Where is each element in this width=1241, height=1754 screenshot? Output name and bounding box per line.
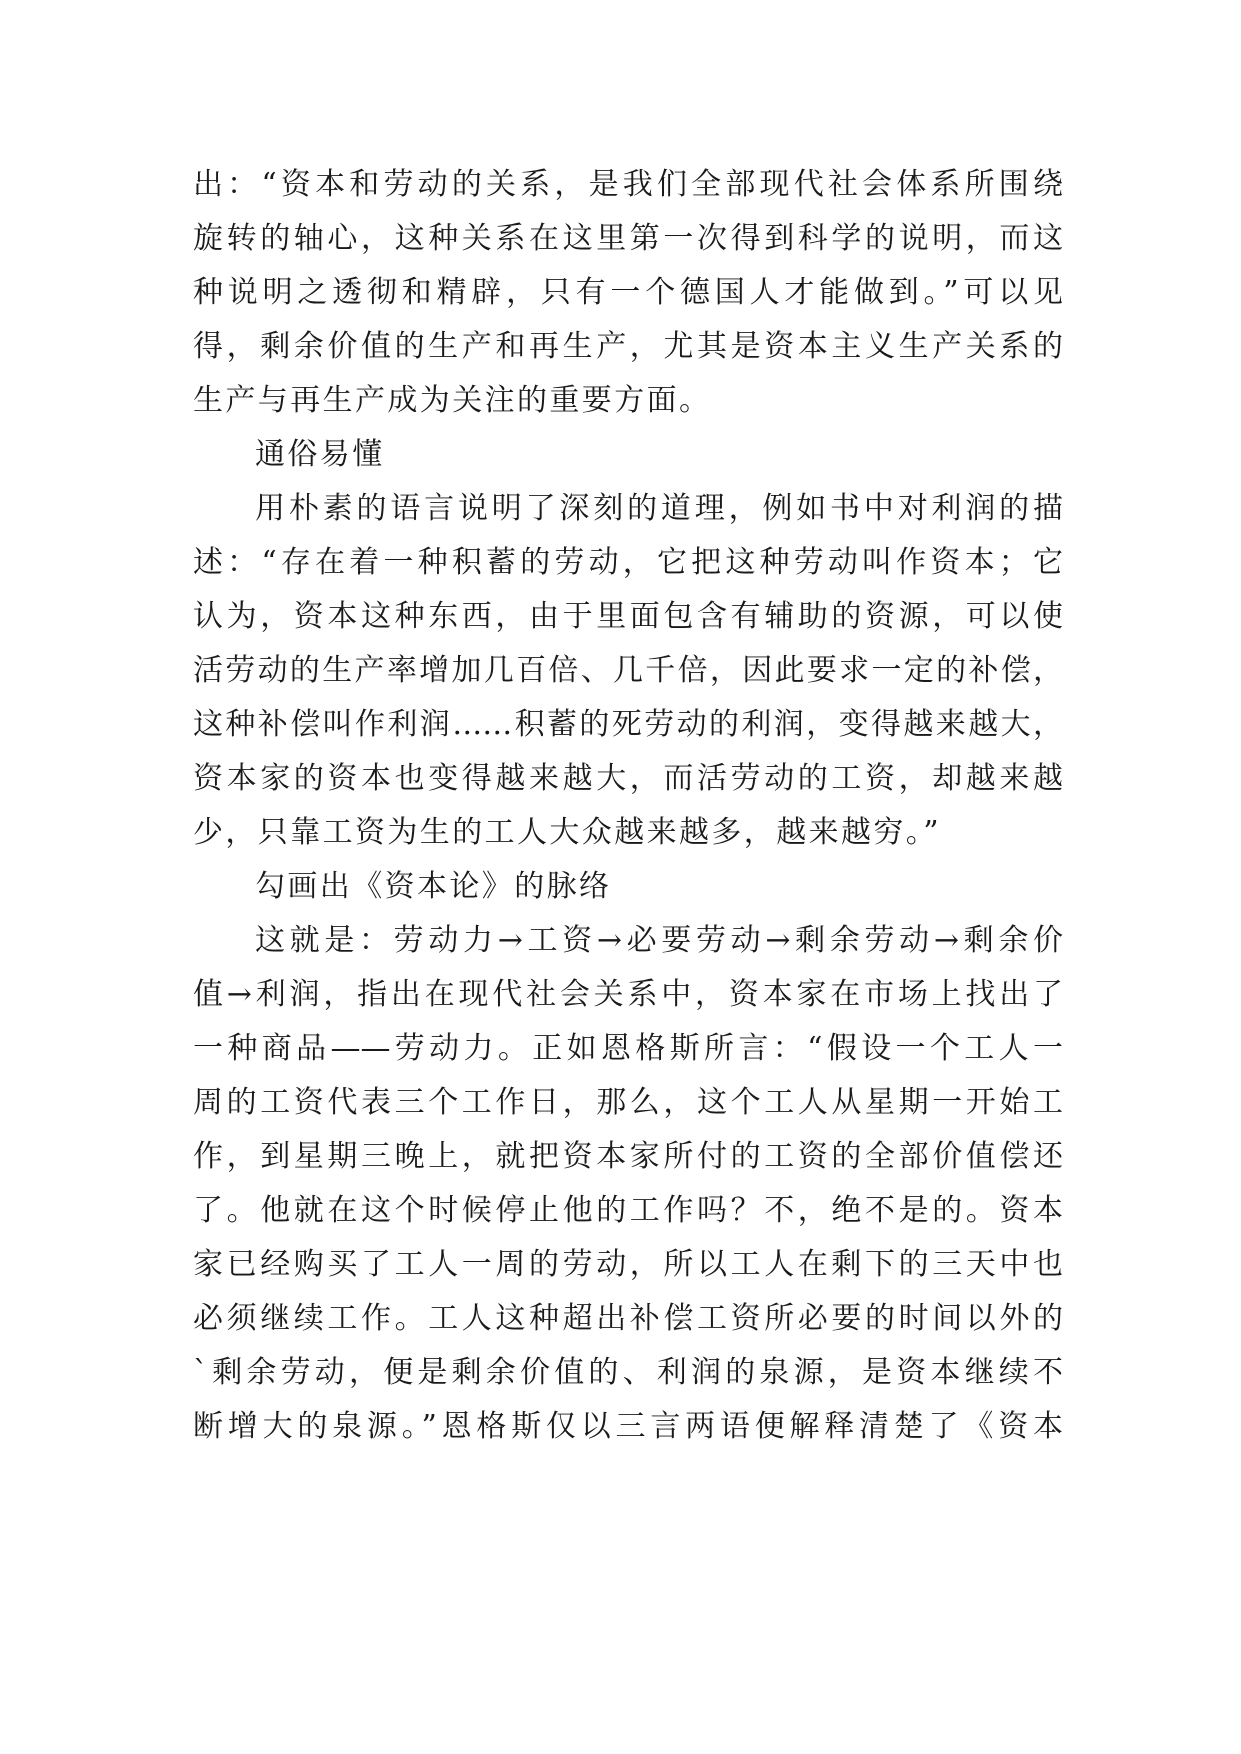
- text-line: 必须继续工作。工人这种超出补偿工资所必要的时间以外的: [193, 1301, 1063, 1336]
- text-line: 认为，资本这种东西，由于里面包含有辅助的资源，可以使: [193, 599, 1063, 634]
- text-line: 出：“资本和劳动的关系，是我们全部现代社会体系所围绕: [193, 167, 1063, 202]
- text-line: 得，剩余价值的生产和再生产，尤其是资本主义生产关系的: [193, 329, 1063, 364]
- text-line: 少，只靠工资为生的工人大众越来越多，越来越穷。”: [193, 815, 941, 850]
- text-line: 一种商品——劳动力。正如恩格斯所言：“假设一个工人一: [193, 1031, 1063, 1066]
- text-line: 作，到星期三晚上，就把资本家所付的工资的全部价值偿还: [193, 1139, 1063, 1174]
- text-line: 用朴素的语言说明了深刻的道理，例如书中对利润的描: [255, 491, 1063, 526]
- text-line: 种说明之透彻和精辟，只有一个德国人才能做到。”可以见: [193, 275, 1063, 310]
- text-line: 这种补偿叫作利润……积蓄的死劳动的利润，变得越来越大，: [193, 707, 1063, 742]
- text-line: 断增大的泉源。”恩格斯仅以三言两语便解释清楚了《资本: [193, 1409, 1063, 1444]
- text-line: 资本家的资本也变得越来越大，而活劳动的工资，却越来越: [193, 761, 1063, 796]
- text-line: 这就是：劳动力→工资→必要劳动→剩余劳动→剩余价: [255, 923, 1063, 958]
- text-line: 周的工资代表三个工作日，那么，这个工人从星期一开始工: [193, 1085, 1063, 1120]
- text-line: 通俗易懂: [255, 437, 385, 472]
- text-line: 家已经购买了工人一周的劳动，所以工人在剩下的三天中也: [193, 1247, 1063, 1282]
- text-line: 活劳动的生产率增加几百倍、几千倍，因此要求一定的补偿，: [193, 653, 1063, 688]
- text-line: `剩余劳动，便是剩余价值的、利润的泉源，是资本继续不: [193, 1355, 1063, 1390]
- text-line: 旋转的轴心，这种关系在这里第一次得到科学的说明，而这: [193, 221, 1063, 256]
- text-line: 勾画出《资本论》的脉络: [255, 869, 612, 904]
- text-line: 述：“存在着一种积蓄的劳动，它把这种劳动叫作资本；它: [193, 545, 1063, 580]
- body-text: [193, 158, 1063, 1454]
- text-line: 生产与再生产成为关注的重要方面。: [193, 383, 712, 418]
- text-line: 值→利润，指出在现代社会关系中，资本家在市场上找出了: [193, 977, 1063, 1012]
- text-line: 了。他就在这个时候停止他的工作吗？不，绝不是的。资本: [193, 1193, 1063, 1228]
